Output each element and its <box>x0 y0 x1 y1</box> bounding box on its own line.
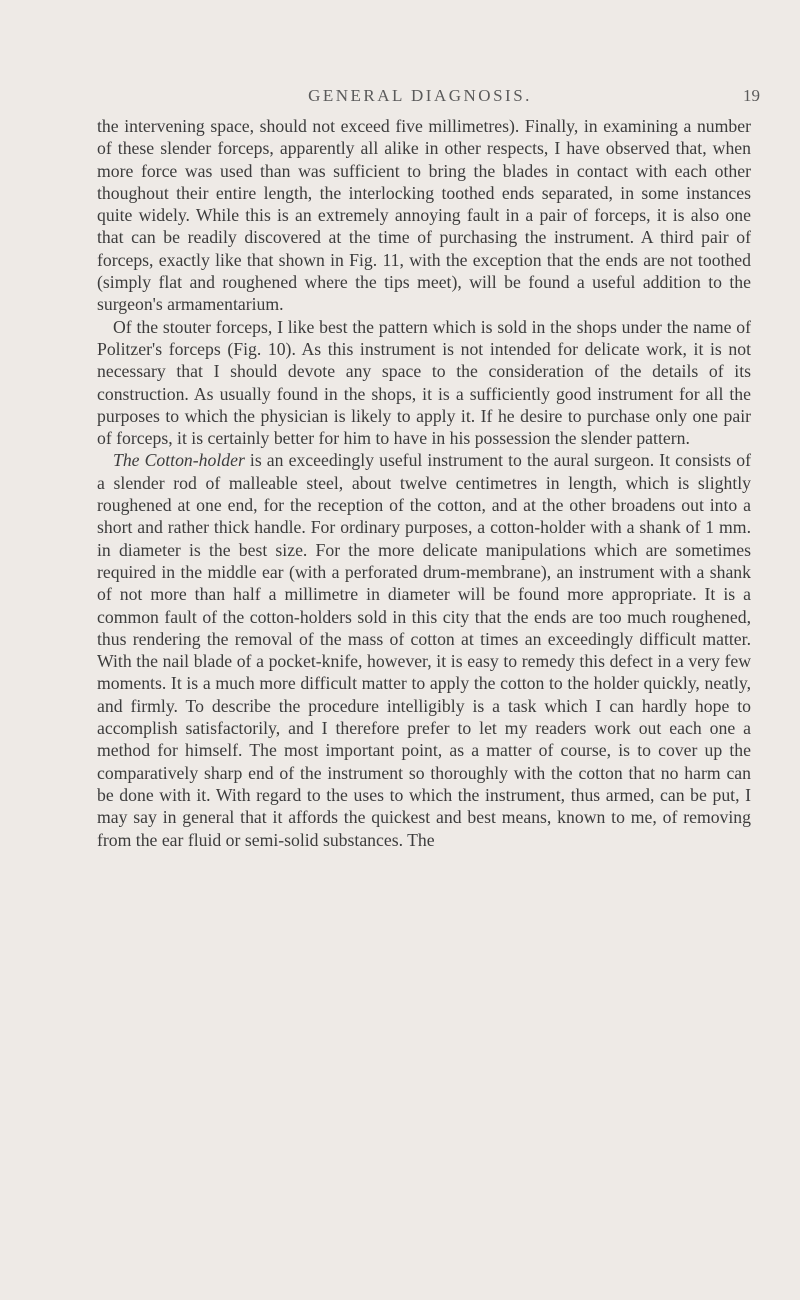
body-text <box>97 115 751 851</box>
running-title: GENERAL DIAGNOSIS. <box>308 86 532 105</box>
running-head <box>80 86 760 110</box>
cotton-holder-heading: The Cotton-holder <box>113 450 245 471</box>
paragraph-forceps-continued: the intervening space, should not exceed five millimetres). Finally, in examining a number of these slender forceps, apparently all alike in other respects, I have observed that, when more force was used than was sufficient to bring the blades in contact with each other thoughout their entire length, the interlocking toothed ends separated, in some instances quite widely. While this is an extremely annoying fault in a pair of forceps, it is also one that can be readily discovered at the time of purchasing the instrument. A third pair of forceps, exactly like that shown in Fig. 11, with the exception that the ends are not toothed (simply flat and roughened where the tips meet), will be found a useful addition to the surgeon's armamentarium. <box>97 116 751 315</box>
paragraph-cotton-holder <box>97 449 751 850</box>
paragraph-stouter-forceps: Of the stouter forceps, I like best the pattern which is sold in the shops under the name of Politzer's forceps (Fig. 10). As this instrument is not intended for delicate work, it is not necessary that I should devote any space to the consideration of the details of its construction. As usually found in the shops, it is a sufficiently good instrument for all the purposes to which the physician is likely to apply it. If he desire to purchase only one pair of forceps, it is certainly better for him to have in his possession the slender pattern. <box>97 316 751 449</box>
cotton-holder-text: is an exceedingly useful instrument to the aural surgeon. It consists of a slender rod of malleable steel, about twelve centimetres in length, which is slightly roughened at one end, for the reception of the cotton, and at the other broadens out into a short and rather thick handle. For ordinary purposes, a cotton-holder with a shank of 1 mm. in diameter is the best size. For the more delicate manipulations which are sometimes required in the middle ear (with a perforated drum-membrane), an instrument with a shank of not more than half a millimetre in diameter will be found more appropriate. It is a common fault of the cotton-holders sold in this city that the ends are too much roughened, thus rendering the removal of the mass of cotton at times an exceedingly difficult matter. With the nail blade of a pocket-knife, however, it is easy to remedy this defect in a very few moments. It is a much more difficult matter to apply the cotton to the holder quickly, neatly, and firmly. To describe the procedure intelligibly is a task which I can hardly hope to accomplish satisfactorily, and I therefore prefer to let my readers work out each one a method for himself. The most important point, as a matter of course, is to cover up the comparatively sharp end of the instrument so thoroughly with the cotton that no harm can be done with it. With regard to the uses to which the instrument, thus armed, can be put, I may say in general that it affords the quickest and best means, known to me, of removing from the ear fluid or semi-solid substances. The <box>97 450 751 850</box>
page-number: 19 <box>743 86 760 105</box>
